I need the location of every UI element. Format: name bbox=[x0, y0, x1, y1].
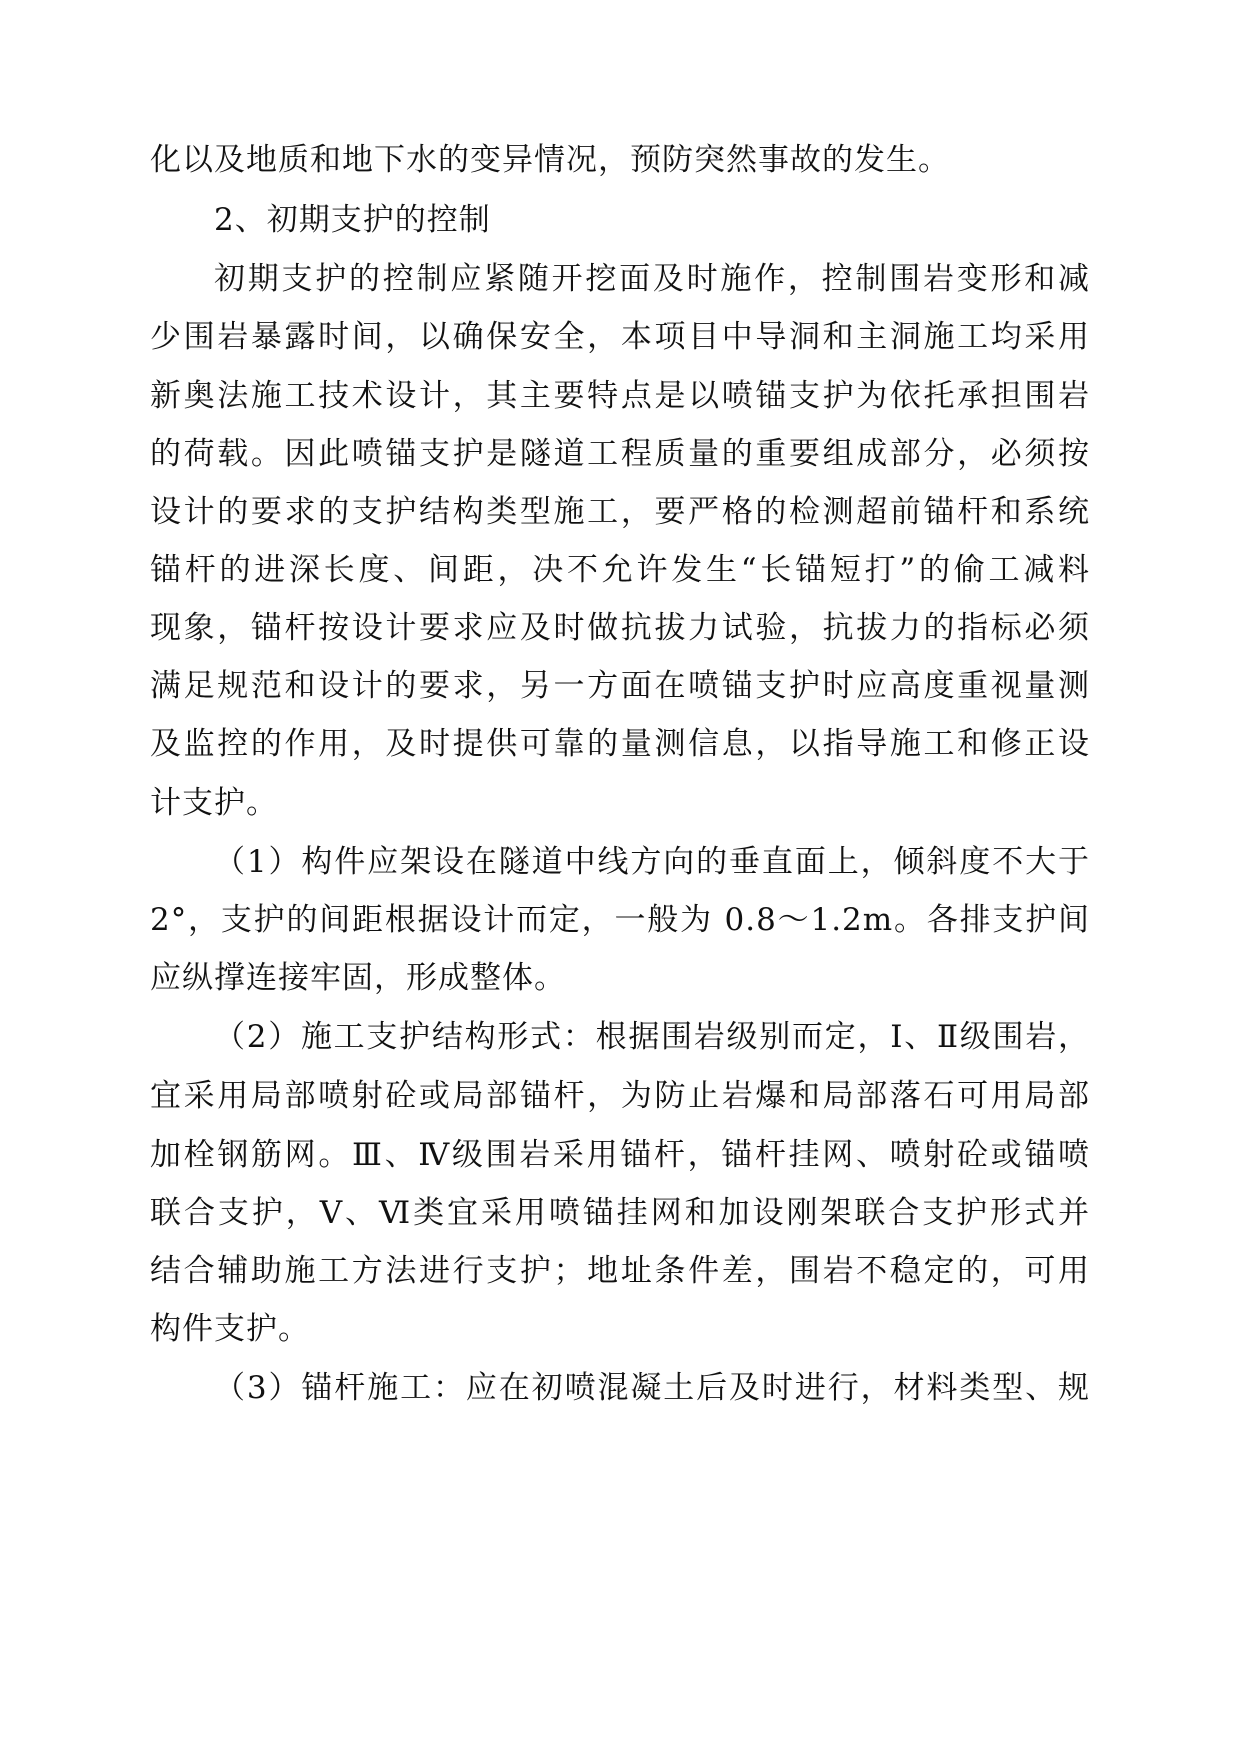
text-line-15: 应纵撑连接牢固，形成整体。 bbox=[150, 960, 566, 996]
text-line-9: 现象，锚杆按设计要求应及时做抗拔力试验，抗拔力的指标必须 bbox=[150, 610, 1090, 646]
text-line-10: 满足规范和设计的要求，另一方面在喷锚支护时应高度重视量测 bbox=[150, 668, 1090, 704]
text-line-20: 结合辅助施工方法进行支护；地址条件差，围岩不稳定的，可用 bbox=[150, 1253, 1090, 1289]
text-line-11: 及监控的作用，及时提供可靠的量测信息，以指导施工和修正设 bbox=[150, 726, 1090, 762]
text-line-13: （1）构件应架设在隧道中线方向的垂直面上，倾斜度不大于 bbox=[214, 844, 1090, 880]
text-line-18: 加栓钢筋网。Ⅲ、Ⅳ级围岩采用锚杆，锚杆挂网、喷射砼或锚喷 bbox=[150, 1137, 1090, 1173]
text-line-19: 联合支护，Ⅴ、Ⅵ类宜采用喷锚挂网和加设刚架联合支护形式并 bbox=[150, 1195, 1090, 1231]
text-line-1: 化以及地质和地下水的变异情况，预防突然事故的发生。 bbox=[150, 142, 950, 178]
text-line-16: （2）施工支护结构形式：根据围岩级别而定，Ⅰ、Ⅱ级围岩， bbox=[214, 1019, 1090, 1055]
text-line-7: 设计的要求的支护结构类型施工，要严格的检测超前锚杆和系统 bbox=[150, 494, 1090, 530]
text-line-4: 少围岩暴露时间，以确保安全，本项目中导洞和主洞施工均采用 bbox=[150, 319, 1090, 355]
text-line-12: 计支护。 bbox=[150, 785, 278, 821]
section-heading: 2、初期支护的控制 bbox=[214, 202, 491, 238]
text-line-14: 2°，支护的间距根据设计而定，一般为 0.8～1.2m。各排支护间 bbox=[150, 902, 1090, 938]
text-line-17: 宜采用局部喷射砼或局部锚杆，为防止岩爆和局部落石可用局部 bbox=[150, 1078, 1090, 1114]
text-line-21: 构件支护。 bbox=[150, 1311, 310, 1347]
text-line-8: 锚杆的进深长度、间距，决不允许发生“长锚短打”的偷工减料 bbox=[150, 552, 1090, 588]
text-line-22: （3）锚杆施工：应在初喷混凝土后及时进行，材料类型、规 bbox=[214, 1370, 1090, 1406]
text-line-6: 的荷载。因此喷锚支护是隧道工程质量的重要组成部分，必须按 bbox=[150, 436, 1090, 472]
text-line-5: 新奥法施工技术设计，其主要特点是以喷锚支护为依托承担围岩 bbox=[150, 378, 1090, 414]
text-line-3: 初期支护的控制应紧随开挖面及时施作，控制围岩变形和减 bbox=[214, 261, 1090, 297]
